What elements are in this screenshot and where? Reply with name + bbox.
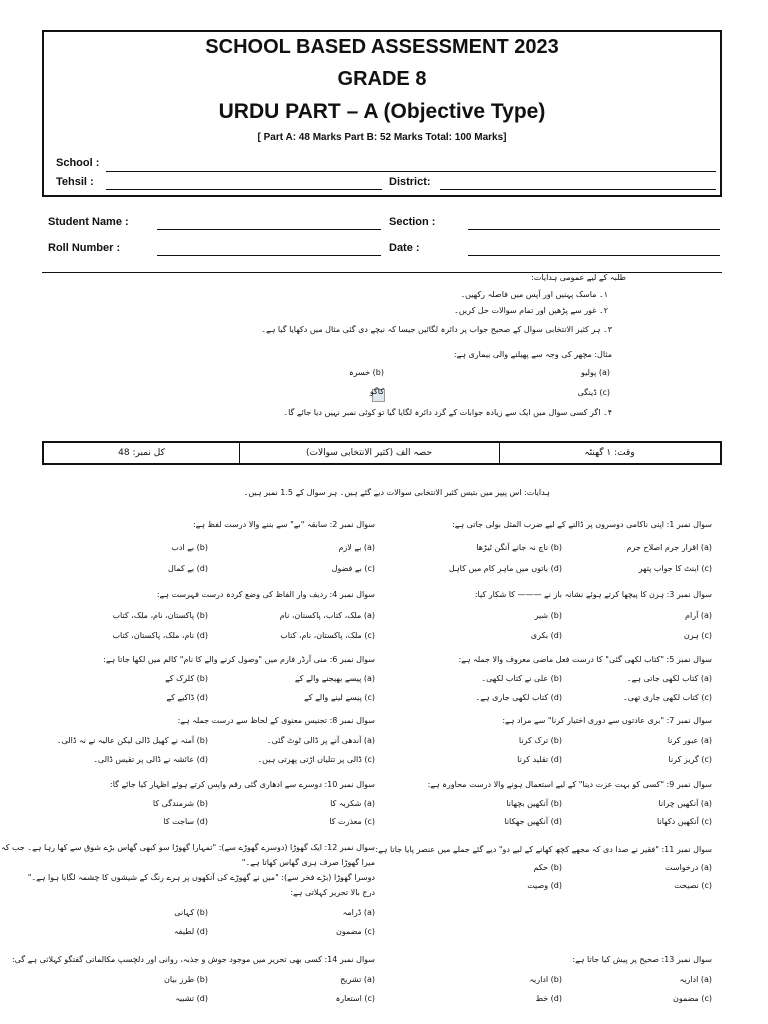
q5-option-c[interactable]: (c) کتاب لکھی جاری تھی۔ [622, 693, 712, 702]
instruction-4: ۴۔ اگر کسی سوال میں ایک سے زیادہ جوابات کے گرد دائرہ لگایا گیا تو کوئی نمبر نہیں دیا جائے گا۔ [283, 408, 612, 417]
roll-number-field[interactable] [157, 255, 381, 256]
q12-option-d[interactable]: (d) لطیفہ [173, 927, 208, 936]
question-5: سوال نمبر 5: "کتاب لکھی گئی" کا درست فعل ماضی معروف والا جملہ ہے: [458, 655, 712, 664]
q8-option-d[interactable]: (d) عائشہ نے ڈالی پر تقیس ڈالی۔ [93, 755, 208, 764]
q10-option-d[interactable]: (d) ساجت کا [163, 817, 208, 826]
question-2: سوال نمبر 2: سابقہ "بے" سے بننے والا درست لفظ ہے: [192, 520, 375, 529]
q3-option-b[interactable]: (b) شیر [534, 611, 562, 620]
q2-option-c[interactable]: (c) بے فضول [331, 564, 375, 573]
q13-option-b[interactable]: (b) اداریہ [529, 975, 562, 984]
q3-option-c[interactable]: (c) ہرن [683, 631, 712, 640]
question-6: سوال نمبر 6: منی آرڈر فارم میں "وصول کرنے والے کا نام" کالم میں لکھا جاتا ہے: [103, 655, 375, 664]
q14-option-d[interactable]: (d) تشبیہ [175, 994, 208, 1003]
q9-option-c[interactable]: (c) آنکھیں دکھانا [657, 817, 712, 826]
subject-title: URDU PART – A (Objective Type) [218, 100, 546, 123]
section-field[interactable] [468, 229, 720, 230]
q6-option-a[interactable]: (a) پیسے بھیجنے والے کے [294, 674, 375, 683]
q6-option-d[interactable]: (d) ڈاکیے کے [166, 693, 208, 702]
school-label: School : [56, 157, 100, 169]
example-option-d: کاگو [369, 387, 384, 396]
question-9: سوال نمبر 9: "کسی کو بہت عزت دینا" کے لیے استعمال ہونے والا درست محاورہ ہے: [427, 780, 712, 789]
instruction-2: ۲۔ غور سے پڑھیں اور تمام سوالات حل کریں۔ [454, 306, 608, 315]
question-3: سوال نمبر 3: ہرن کا پیچھا کرتے ہوئے نشانہ باز نے ——— کا شکار کیا: [474, 590, 712, 599]
q3-option-d[interactable]: (d) بکری [530, 631, 562, 640]
q2-option-b[interactable]: (b) بے ادب [171, 543, 208, 552]
q1-option-d[interactable]: (d) باتوں میں ماہر کام میں کاہل [448, 564, 562, 573]
school-field[interactable] [106, 171, 716, 172]
q12-option-a[interactable]: (a) ڈرامہ [342, 908, 375, 917]
q4-option-d[interactable]: (d) نام، ملک، پاکستان، کتاب [112, 631, 208, 640]
q13-option-c[interactable]: (c) مضمون [672, 994, 712, 1003]
grade-title: GRADE 8 [337, 68, 427, 90]
instruction-3: ۳۔ ہر کثیر الانتخابی سوال کے صحیح جواب پر دائرہ لگائیں جیسا کہ نیچے دی گئی مثال میں دکھایا گیا ہے۔ [261, 325, 612, 334]
example-option-c: (c) ڈینگی [577, 388, 610, 397]
instruction-1: ۱۔ ماسک پہنیں اور آپس میں فاصلہ رکھیں۔ [460, 290, 608, 299]
q10-option-b[interactable]: (b) شرمندگی کا [152, 799, 208, 808]
q7-option-d[interactable]: (d) تقلید کرنا [517, 755, 562, 764]
exam-title: SCHOOL BASED ASSESSMENT 2023 [205, 36, 559, 58]
q2-option-a[interactable]: (a) بے لازم [338, 543, 375, 552]
q12-option-c[interactable]: (c) مضمون [335, 927, 375, 936]
q14-option-c[interactable]: (c) استعارہ [335, 994, 375, 1003]
q10-option-c[interactable]: (c) معذرت کا [329, 817, 375, 826]
section-label: Section : [389, 216, 436, 228]
q11-option-d[interactable]: (d) وصیت [527, 881, 562, 890]
question-12-line-2: میرا گھوڑا صرف ہری گھاس کھاتا ہے۔" [241, 858, 375, 867]
q11-option-a[interactable]: (a) درخواست [665, 863, 712, 872]
q1-option-c[interactable]: (c) اینٹ کا جواب پتھر [638, 564, 712, 573]
question-10: سوال نمبر 10: دوسرے سے ادھاری گئی رقم واپس کرتے ہوئے اظہار کیا جائے گا: [110, 780, 375, 789]
q13-option-d[interactable]: (d) خط [535, 994, 562, 1003]
question-12-line-4: درج بالا تحریر کہلاتی ہے: [290, 888, 375, 897]
q6-option-b[interactable]: (b) کلرک کے [165, 674, 208, 683]
q9-option-b[interactable]: (b) آنکھیں بچھانا [506, 799, 562, 808]
student-name-field[interactable] [157, 229, 381, 230]
district-field[interactable] [440, 189, 716, 190]
q13-option-a[interactable]: (a) اداریہ [679, 975, 712, 984]
question-12-line-1: سوال نمبر 12: ایک گھوڑا (دوسرے گھوڑے سے): "تمہارا گھوڑا سو کبھی گھاس بڑے شوق سے کھا رہا ہے۔ جب کہ [1, 843, 375, 852]
tehsil-label: Tehsil : [56, 176, 94, 188]
q3-option-a[interactable]: (a) آرام [685, 611, 712, 620]
q5-option-b[interactable]: (b) علی نے کتاب لکھی۔ [481, 674, 562, 683]
roll-number-label: Roll Number : [48, 242, 121, 254]
section-bar [42, 441, 722, 465]
district-label: District: [389, 176, 431, 188]
time-cell: وقت: ۱ گھنٹہ [584, 448, 635, 458]
instructions-heading: طلبہ کے لیے عمومی ہدایات: [531, 273, 626, 282]
q10-option-a[interactable]: (a) شکریہ کا [330, 799, 375, 808]
bar-separator [239, 443, 240, 463]
q9-option-a[interactable]: (a) آنکھیں چرانا [658, 799, 712, 808]
question-14: سوال نمبر 14: کسی بھی تحریر میں موجود جوش و جذبہ، روانی اور دلچسپ مکالماتی گفتگو کہلاتی ہے گی: [11, 955, 375, 964]
q14-option-b[interactable]: (b) طرز بیان [163, 975, 208, 984]
q8-option-a[interactable]: (a) آندھی آنے پر ڈالی ٹوٹ گئی۔ [266, 736, 375, 745]
question-11: سوال نمبر 11: "فقیر نے صدا دی کہ مجھے کچھ کھانے کے لیے دو" دیے گئے جملے میں عنصر پایا جاتا ہے: [375, 845, 712, 854]
question-8: سوال نمبر 8: تجنیس معنوی کے لحاظ سے درست جملہ ہے: [177, 716, 375, 725]
q7-option-b[interactable]: (b) ترک کرنا [518, 736, 562, 745]
section-cell: حصہ الف (کثیر الانتخابی سوالات) [305, 448, 433, 458]
q2-option-d[interactable]: (d) بے کمال [167, 564, 208, 573]
q8-option-b[interactable]: (b) آمنہ نے کھیل ڈالی لیکن عالیہ نے نہ ڈالی۔ [56, 736, 208, 745]
q4-option-a[interactable]: (a) ملک، کتاب، پاکستان، نام [279, 611, 375, 620]
question-12-line-3: دوسرا گھوڑا (بڑے فخر سے): "میں نے گھوڑے کی آنکھوں پر ہرے رنگ کے شیشوں کا چشمہ لگایا ہوا ہے۔" [27, 873, 375, 882]
bar-separator [499, 443, 500, 463]
example-option-b: (b) خسرہ [348, 368, 384, 377]
q9-option-d[interactable]: (d) آنکھیں جھکانا [504, 817, 562, 826]
q4-option-b[interactable]: (b) پاکستان، نام، ملک، کتاب [112, 611, 208, 620]
q8-option-c[interactable]: (c) ڈالی پر تتلیاں اڑتی پھرتی ہیں۔ [257, 755, 375, 764]
q1-option-b[interactable]: (b) ناچ نہ جانے آنگن ٹیڑھا [476, 543, 562, 552]
tehsil-field[interactable] [106, 189, 382, 190]
q11-option-b[interactable]: (b) حکم [533, 863, 562, 872]
date-label: Date : [389, 242, 420, 254]
student-name-label: Student Name : [48, 216, 129, 228]
q14-option-a[interactable]: (a) تشریح [340, 975, 375, 984]
total-marks-cell: کل نمبر: 48 [118, 448, 165, 458]
q7-option-c[interactable]: (c) گریز کرنا [668, 755, 712, 764]
question-7: سوال نمبر 7: "بری عادتوں سے دوری اختیار کرنا" سے مراد ہے: [502, 716, 712, 725]
q5-option-a[interactable]: (a) کتاب لکھی جاتی ہے۔ [626, 674, 712, 683]
marks-info: [ Part A: 48 Marks Part B: 52 Marks Total: 100 Marks] [257, 132, 507, 143]
date-field[interactable] [468, 255, 720, 256]
q6-option-c[interactable]: (c) پیسے لینے والے کے [304, 693, 375, 702]
q1-option-a[interactable]: (a) اقرار جرم اصلاح جرم [626, 543, 712, 552]
example-question: مثال: مچھر کی وجہ سے پھیلنے والی بیماری ہے: [453, 350, 612, 359]
question-13: سوال نمبر 13: صحیح پر پیش کیا جاتا ہے: [572, 955, 712, 964]
q11-option-c[interactable]: (c) نصیحت [674, 881, 712, 890]
q12-option-b[interactable]: (b) کہانی [174, 908, 208, 917]
question-1: سوال نمبر 1: اپنی ناکامی دوسروں پر ڈالنے کے لیے ضرب المثل بولی جاتی ہے: [452, 520, 712, 529]
q7-option-a[interactable]: (a) عبور کرنا [667, 736, 712, 745]
directions: ہدایات: اس پیپر میں بتیس کثیر الانتخابی سوالات دیے گئے ہیں۔ ہر سوال کے 1.5 نمبر ہیں۔ [243, 488, 550, 497]
q5-option-d[interactable]: (d) کتاب لکھی جاری ہے۔ [475, 693, 562, 702]
question-4: سوال نمبر 4: ردیف وار الفاظ کی وضع کردہ درست فہرست ہے: [156, 590, 375, 599]
q4-option-c[interactable]: (c) ملک، پاکستان، نام، کتاب [280, 631, 375, 640]
example-option-a: (a) پولیو [580, 368, 610, 377]
